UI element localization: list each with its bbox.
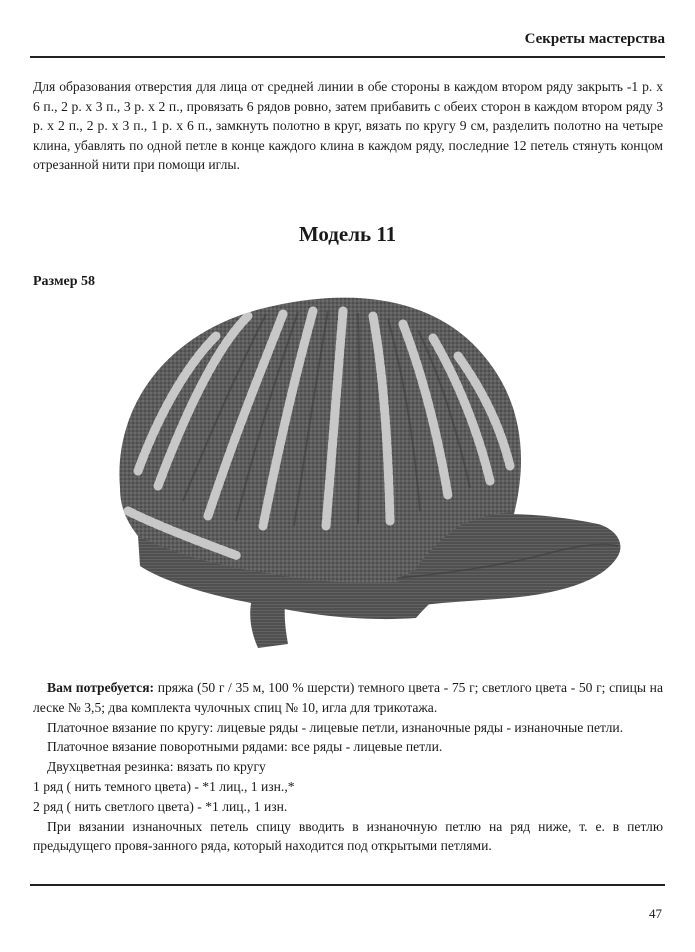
size-label: Размер 58 — [33, 274, 96, 289]
instruction-line: Платочное вязание поворотными рядами: все ряды - лицевые петли. — [47, 739, 443, 755]
header-rule — [30, 56, 665, 58]
materials-paragraph — [33, 678, 663, 718]
footer-rule — [30, 884, 665, 886]
materials-text: пряжа (50 г / 35 м, 100 % шерсти) темного цвета - 75 г; светлого цвета - 50 г; спицы на леске № 3,5; два комплекта чулочных спиц № 10, игла для трикотажа. — [33, 680, 663, 715]
instruction-line: Двухцветная резинка: вязать по кругу — [47, 759, 266, 775]
intro-paragraph: Для образования отверстия для лица от средней линии в обе стороны в каждом втором ряду закрыть -1 р. х 6 п., 2 р. х 3 п., 3 р. х 2 п., провязать 6 рядов ровно, затем прибавить с обеих сторон в каждом втором ряду 3 р. х 2 п., 2 р. х 3 п., 1 р. х 6 п., замкнуть полотно в круг, вязать по кругу 9 см, разделить полотно на четыре клина, убавлять по одной петле в конце каждого клина в каждом ряду, последние 12 петель стянуть концом отрезанной нити при помощи иглы. — [33, 79, 663, 172]
model-title: Модель 11 — [298, 222, 397, 246]
instructions-block — [33, 678, 663, 856]
running-header: Секреты мастерства — [524, 31, 665, 47]
row-line: 2 ряд ( нить светлого цвета) - *1 лиц., 1 изн. — [33, 798, 288, 814]
instruction-line: Платочное вязание по кругу: лицевые ряды - лицевые петли, изнаночные ряды - изнаночные петли. — [47, 719, 624, 735]
page-number: 47 — [649, 906, 662, 921]
row-line: 1 ряд ( нить темного цвета) - *1 лиц., 1 изн.,* — [33, 778, 295, 794]
note-paragraph: При вязании изнаночных петель спицу вводить в изнаночную петлю на ряд ниже, т. е. в петлю предыдущего провя-занного ряда, который находится под открытыми петлями. — [33, 818, 663, 854]
knitted-hat-photo — [98, 256, 633, 656]
materials-lead: Вам потребуется: — [47, 680, 155, 695]
